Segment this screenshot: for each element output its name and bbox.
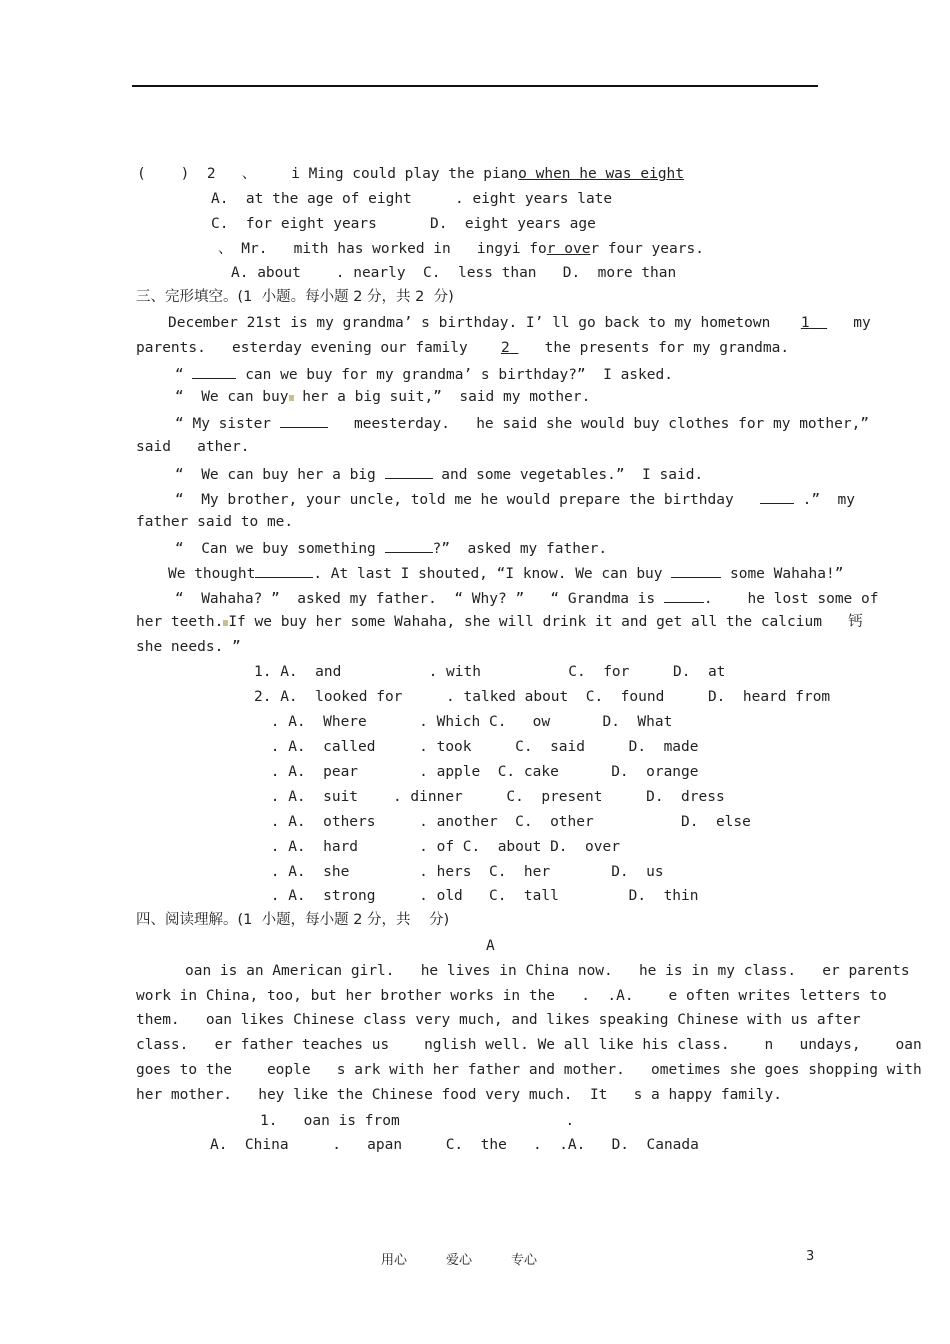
header-rule <box>132 85 818 87</box>
question-3-underlined: r ove <box>546 241 591 257</box>
cloze-line-11-end: some Wahaha!” <box>729 566 844 582</box>
cloze-line-4-end: her a big suit,” said my mother. <box>293 389 591 405</box>
cloze-line-1 <box>168 314 871 332</box>
option-row: . A. strong . old C. tall D. thin <box>262 888 699 904</box>
option-row: . A. called . took C. said D. made <box>262 739 699 755</box>
cloze-line-4 <box>175 388 590 406</box>
option-row: . A. she . hers C. her D. us <box>262 864 664 880</box>
cloze-line-13-text: her teeth. <box>136 614 224 630</box>
question-2-option-c: C. for eight years <box>211 216 377 232</box>
cloze-line-5-mid: me <box>353 416 372 432</box>
cloze-line-7-end: and some vegetables.” I said. <box>441 467 704 483</box>
option-row: 1. A. and . with C. for D. at <box>254 664 726 680</box>
cloze-line-12 <box>175 588 878 608</box>
option-row: . A. others . another C. other D. else <box>262 814 751 830</box>
question-3-options: A. about . nearly C. less than D. more than <box>231 265 677 281</box>
cloze-line-1-text: December 21st is my grandma’ s birthday. I’ ll go back to my hometown <box>168 315 771 331</box>
cloze-line-3-quote: “ <box>175 367 184 383</box>
reading-line-1: oan is an American girl. he lives in China now. he is in my class. er parents <box>185 963 910 979</box>
cloze-line-10-text: “ Can we buy something <box>175 541 376 557</box>
reading-question-1-options: A. China . apan C. the . .A. D. Canada <box>210 1137 699 1153</box>
reading-line-3: them. oan likes Chinese class very much, and likes speaking Chinese with us after <box>136 1012 861 1028</box>
cloze-line-1-end: my <box>853 315 871 331</box>
cloze-line-8-text: “ My brother, your uncle, told me he would prepare the birthday <box>175 492 734 508</box>
cloze-blank-2-number: 2 <box>501 340 510 356</box>
footer-motto-1: 用心 <box>381 1253 408 1268</box>
question-2-stem <box>137 165 684 183</box>
footer-motto-2: 爱心 <box>446 1253 473 1268</box>
cloze-blank-1 <box>779 314 827 332</box>
cloze-line-11 <box>168 563 843 583</box>
cloze-line-8-end: .” my <box>802 492 856 508</box>
cloze-line-7-text: “ We can buy her a big <box>175 467 376 483</box>
cloze-line-9: father said to me. <box>136 514 294 530</box>
cloze-line-10 <box>175 538 607 558</box>
option-row: . A. pear . apple C. cake D. orange <box>262 764 699 780</box>
cloze-line-14: she needs. ” <box>136 639 241 655</box>
option-row: . A. Where . Which C. ow D. What <box>262 714 673 730</box>
cloze-line-2 <box>136 339 789 357</box>
question-2-option-b: . eight years late <box>455 191 613 207</box>
page-number: 3 <box>806 1249 815 1264</box>
cloze-line-6: said ather. <box>136 439 250 455</box>
footer-motto-3: 专心 <box>511 1253 538 1268</box>
passage-label: A <box>486 938 495 954</box>
cloze-blank-10 <box>664 588 704 603</box>
cloze-blank-8 <box>255 563 313 578</box>
cloze-line-13 <box>136 613 863 631</box>
cloze-blank-6 <box>760 489 794 504</box>
cloze-line-3-text: can we buy for my grandma’ s birthday?” I asked. <box>245 367 673 383</box>
cloze-line-3 <box>175 364 673 384</box>
cloze-line-2-end: the presents for my grandma. <box>544 340 790 356</box>
question-3-stem-text: 、 Mr. mith has worked in ingyi fo <box>218 241 547 257</box>
cloze-line-5 <box>175 413 869 433</box>
reading-line-6: her mother. hey like the Chinese food very much. It s a happy family. <box>136 1087 783 1103</box>
reading-line-2: work in China, too, but her brother works in the . .A. e often writes letters to <box>136 988 887 1004</box>
cloze-blank-2 <box>476 339 518 357</box>
cloze-line-12-end: . he lost some of <box>703 591 879 607</box>
question-2-option-a: A. at the age of eight <box>211 191 412 207</box>
question-3-stem-end: r four years. <box>590 241 704 257</box>
section-4-title: 四、阅读理解。(1 小题，每小题 2 分，共 分) <box>136 912 450 928</box>
cloze-line-7 <box>175 464 703 484</box>
reading-question-1: 1. oan is from . <box>260 1113 575 1129</box>
question-3-stem <box>218 240 704 258</box>
question-2-underlined: o when he was eight <box>518 166 685 182</box>
cloze-line-10-end: ?” asked my father. <box>432 541 608 557</box>
cloze-blank-3 <box>192 364 236 379</box>
cloze-line-11-mid: . At last I shouted, “I know. We can buy <box>313 566 663 582</box>
cloze-line-13-end: If we buy her some Wahaha, she will drink it and get all the calcium 钙 <box>228 614 863 630</box>
cloze-line-12-text: “ Wahaha? ” asked my father. “ Why? ” “ Grandma is <box>175 591 656 607</box>
cloze-line-11-text: We thought <box>168 566 256 582</box>
option-row: 2. A. looked for . talked about C. found D. heard from <box>254 689 831 705</box>
question-2-option-d: D. eight years age <box>430 216 596 232</box>
section-3-title: 三、完形填空。(1 小题。每小题 2 分，共 2 分) <box>136 289 454 305</box>
cloze-line-2-text: parents. esterday evening our family <box>136 340 468 356</box>
cloze-line-5-end: esterday. he said she would buy clothes for my mother,” <box>371 416 870 432</box>
reading-line-4: class. er father teaches us nglish well. We all like his class. n undays, oan <box>136 1037 922 1053</box>
reading-line-5: goes to the eople s ark with her father and mother. ometimes she goes shopping with <box>136 1062 922 1078</box>
cloze-blank-5 <box>385 464 433 479</box>
cloze-blank-1-number: 1 <box>800 315 810 331</box>
cloze-blank-4 <box>280 413 328 428</box>
option-row: . A. hard . of C. about D. over <box>262 839 620 855</box>
cloze-blank-9 <box>671 563 721 578</box>
cloze-line-4-text: “ We can buy <box>175 389 289 405</box>
cloze-line-5-text: “ My sister <box>175 416 272 432</box>
cloze-blank-7 <box>385 538 433 553</box>
question-2-stem-text: ( ) 2 、 i Ming could play the pian <box>137 166 519 182</box>
option-row: . A. suit . dinner C. present D. dress <box>262 789 725 805</box>
cloze-line-8 <box>175 489 855 509</box>
